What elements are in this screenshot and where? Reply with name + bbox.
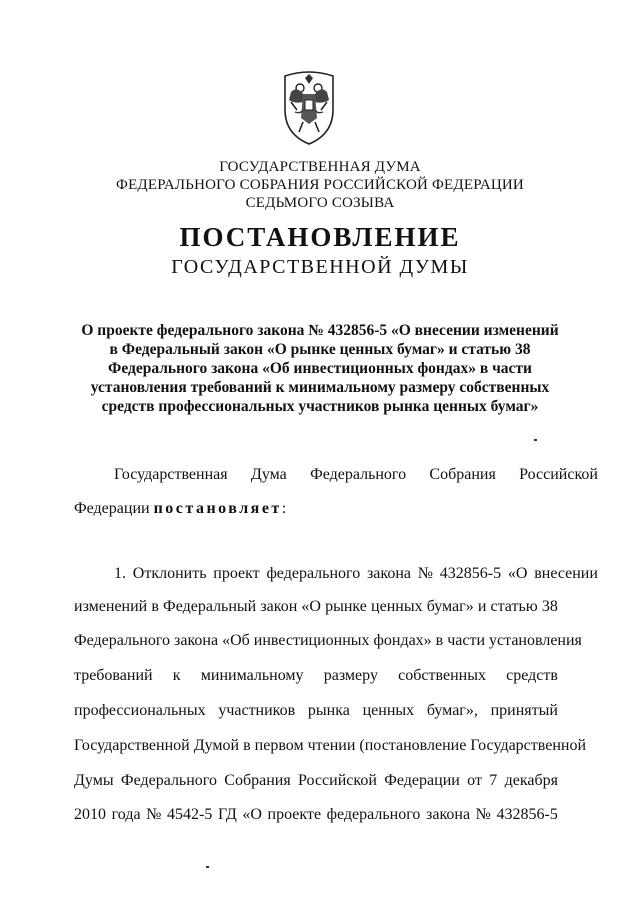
- word: ГД: [217, 806, 237, 823]
- word: Отклонить: [132, 565, 207, 582]
- preamble-line-2: [74, 500, 558, 518]
- paragraph-line-8: [74, 806, 558, 824]
- paragraph-line-5: [74, 702, 558, 720]
- resolution-subject: [60, 321, 580, 416]
- word: участников: [218, 702, 296, 719]
- document-title: ПОСТАНОВЛЕНИЕ: [179, 222, 461, 252]
- word: ценных: [371, 598, 423, 615]
- paragraph-line-3: Федерального закона «Об инвестиционных фондах» в части установления: [74, 632, 582, 649]
- word: №: [417, 565, 434, 582]
- word: 1.: [114, 565, 126, 582]
- word: 38: [541, 598, 558, 615]
- word: Федерации: [384, 772, 460, 789]
- word: бумаг»,: [426, 702, 478, 719]
- word: собственных: [398, 667, 486, 684]
- paragraph-line-4: [74, 667, 558, 685]
- paragraph-line-7: [74, 772, 558, 790]
- word: 7: [489, 772, 498, 789]
- word: №: [475, 806, 491, 823]
- scan-speck: [534, 439, 537, 441]
- word: года: [111, 806, 141, 823]
- word: «О: [242, 806, 262, 823]
- word: средств: [506, 667, 558, 684]
- word: профессиональных: [74, 702, 206, 719]
- word: 432856-5: [439, 565, 502, 582]
- header-line-3: СЕДЬМОГО СОЗЫВА: [245, 195, 395, 211]
- paragraph-line-2: [74, 598, 558, 616]
- word: Российской: [298, 772, 377, 789]
- word: и: [477, 598, 487, 615]
- subject-line: Федерального закона «Об инвестиционных фондах» в части: [108, 360, 532, 377]
- word: требований: [74, 667, 153, 684]
- word: рынке: [325, 598, 367, 615]
- double-headed-eagle-icon: [267, 62, 351, 148]
- word: размеру: [323, 667, 378, 684]
- word: 4542-5: [167, 806, 213, 823]
- document-subtitle: ГОСУДАРСТВЕННОЙ ДУМЫ: [171, 256, 469, 278]
- word: принятый: [490, 702, 558, 719]
- word: к: [172, 667, 181, 684]
- word: минимальному: [200, 667, 304, 684]
- word: «О: [507, 565, 528, 582]
- issuing-body-header: [60, 158, 580, 212]
- word: внесении: [534, 565, 598, 582]
- word: от: [467, 772, 482, 789]
- word: проект: [213, 565, 260, 582]
- word: закона: [366, 565, 411, 582]
- subject-line: установления требований к минимальному размеру собственных: [90, 379, 550, 396]
- preamble-emphasis: постановляет: [153, 500, 282, 517]
- preamble-line-1: [74, 466, 598, 484]
- word: закона: [426, 806, 471, 823]
- word: закон: [260, 598, 298, 615]
- word: федерального: [266, 565, 361, 582]
- word: бумаг»: [426, 598, 474, 615]
- scan-speck: [206, 866, 209, 868]
- subject-line: О проекте федерального закона № 432856-5 «О внесении изменений: [81, 322, 559, 339]
- preamble-colon: :: [281, 500, 287, 517]
- word: декабря: [504, 772, 558, 789]
- paragraph-line-6: Государственной Думой в первом чтении (постановление Государственной: [74, 737, 587, 754]
- header-line-2: ФЕДЕРАЛЬНОГО СОБРАНИЯ РОССИЙСКОЙ ФЕДЕРАЦИИ: [116, 177, 524, 193]
- coat-of-arms-emblem: [267, 62, 351, 148]
- word: «О: [301, 598, 321, 615]
- word: Федерального: [120, 772, 217, 789]
- word: Собрания: [224, 772, 291, 789]
- word: статью: [490, 598, 538, 615]
- preamble-text: Федерации: [74, 500, 154, 517]
- word: Государственная: [114, 466, 228, 483]
- word: Российской: [519, 466, 598, 483]
- word: 432856-5: [496, 806, 558, 823]
- header-line-1: ГОСУДАРСТВЕННАЯ ДУМА: [219, 159, 421, 175]
- word: 2010: [74, 806, 106, 823]
- paragraph-line-1: [74, 565, 598, 583]
- word: Собрания: [429, 466, 496, 483]
- word: Федеральный: [163, 598, 257, 615]
- subject-line: средств профессиональных участников рынка ценных бумаг»: [101, 398, 539, 415]
- word: федерального: [326, 806, 421, 823]
- word: изменений: [74, 598, 148, 615]
- word: №: [146, 806, 162, 823]
- word: ценных: [362, 702, 415, 719]
- word: Думы: [74, 772, 114, 789]
- word: Федерального: [310, 466, 407, 483]
- word: Дума: [250, 466, 287, 483]
- word: проекте: [267, 806, 322, 823]
- word: в: [151, 598, 159, 615]
- word: рынка: [307, 702, 350, 719]
- subject-line: в Федеральный закон «О рынке ценных бумаг» и статью 38: [109, 341, 531, 358]
